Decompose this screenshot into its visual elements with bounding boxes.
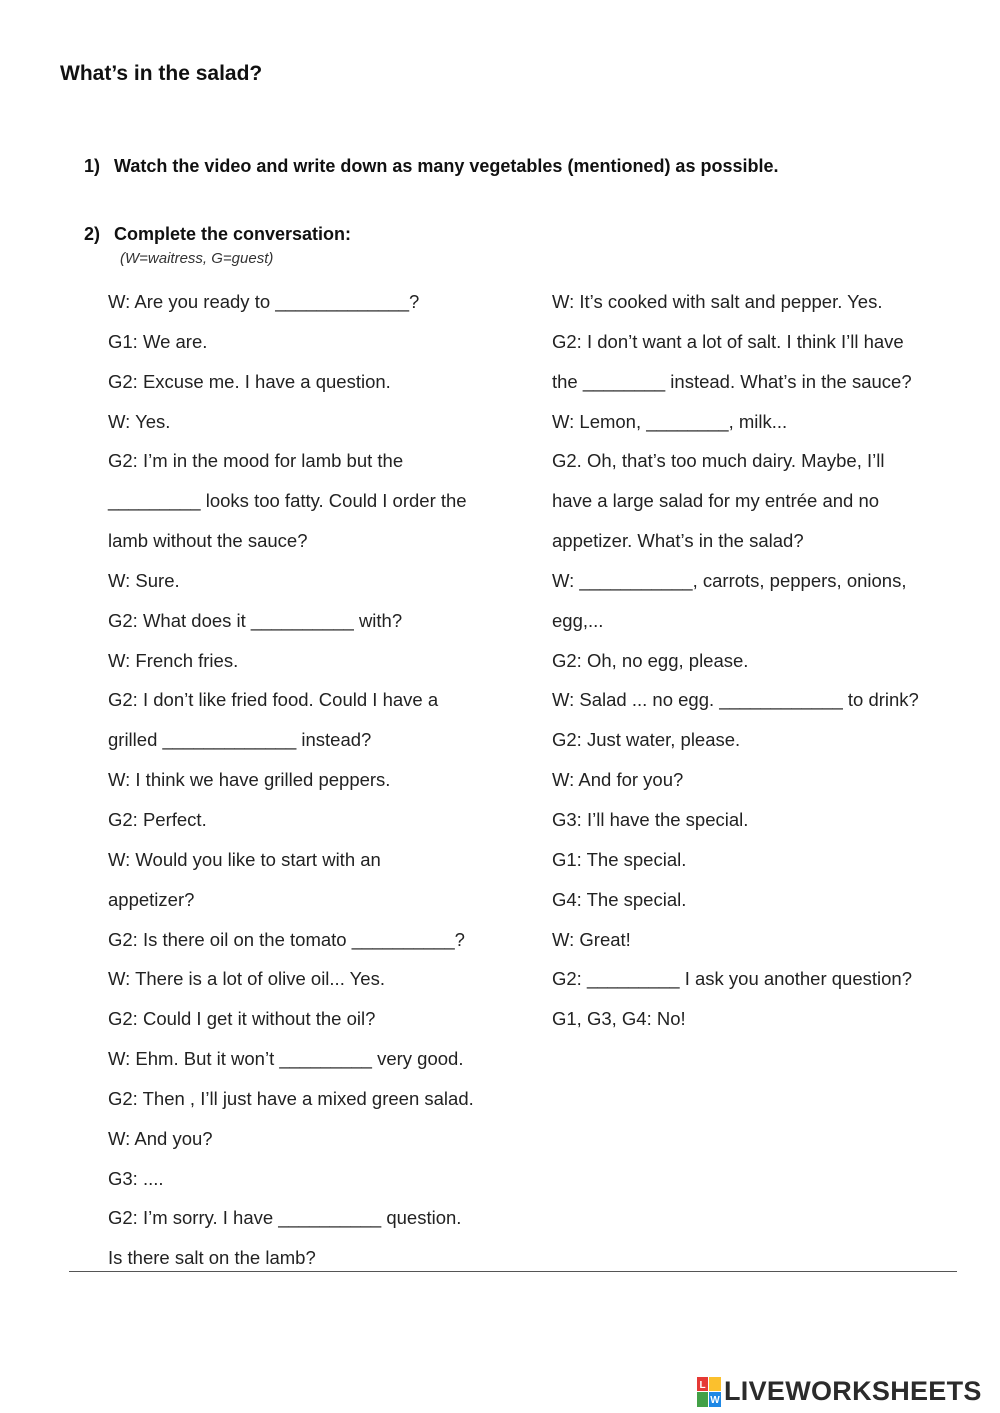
dialogue-line: G2: I’m sorry. I have __________ question. xyxy=(108,1207,462,1229)
dialogue-line: G3: .... xyxy=(108,1167,164,1189)
liveworksheets-logo-icon xyxy=(697,1377,721,1407)
dialogue-line: G2: Just water, please. xyxy=(552,729,741,751)
dialogue-line: W: Great! xyxy=(552,928,631,950)
dialogue-line: W: Would you like to start with an xyxy=(108,848,381,870)
legend-note: (W=waitress, G=guest) xyxy=(120,250,274,267)
dialogue-line: W: Lemon, ________, milk... xyxy=(552,410,788,432)
dialogue-line: G1, G3, G4: No! xyxy=(552,1008,686,1030)
dialogue-line: _________ looks too fatty. Could I order the xyxy=(108,490,467,512)
dialogue-line: G2. Oh, that’s too much dairy. Maybe, I’ll xyxy=(552,450,885,472)
dialogue-line: W: Salad ... no egg. ____________ to drink? xyxy=(552,689,919,711)
liveworksheets-logo xyxy=(697,1376,982,1407)
dialogue-line: grilled _____________ instead? xyxy=(108,729,372,751)
dialogue-line: G1: The special. xyxy=(552,848,687,870)
dialogue-line: G2: I’m in the mood for lamb but the xyxy=(108,450,404,472)
question-number: 2) xyxy=(84,224,101,244)
dialogue-line: G2: Then , I’ll just have a mixed green salad. xyxy=(108,1087,474,1109)
question-text: Watch the video and write down as many vegetables (mentioned) as possible. xyxy=(114,156,779,176)
dialogue-line: G2: Is there oil on the tomato __________? xyxy=(108,928,465,950)
dialogue-line: appetizer? xyxy=(108,888,195,910)
dialogue-line: W: ___________, carrots, peppers, onions, xyxy=(552,569,907,591)
dialogue-line: G2: Excuse me. I have a question. xyxy=(108,370,391,392)
dialogue-line: W: There is a lot of olive oil... Yes. xyxy=(108,968,385,990)
dialogue-line: G2: Oh, no egg, please. xyxy=(552,649,749,671)
dialogue-line: G3: I’ll have the special. xyxy=(552,808,749,830)
dialogue-line: W: And you? xyxy=(108,1127,213,1149)
dialogue-line: G1: We are. xyxy=(108,330,208,352)
conversation-right-column xyxy=(552,282,962,1039)
dialogue-line: W: And for you? xyxy=(552,769,684,791)
dialogue-line: Is there salt on the lamb? xyxy=(108,1247,316,1269)
dialogue-line: W: Ehm. But it won’t _________ very good. xyxy=(108,1048,464,1070)
dialogue-line: G2: Perfect. xyxy=(108,808,207,830)
dialogue-line: W: Are you ready to _____________? xyxy=(108,291,420,312)
dialogue-line: W: I think we have grilled peppers. xyxy=(108,769,391,791)
divider-line xyxy=(69,1271,957,1272)
dialogue-line: W: It’s cooked with salt and pepper. Yes. xyxy=(552,291,883,312)
dialogue-line: G2: I don’t like fried food. Could I have a xyxy=(108,689,439,711)
dialogue-line: lamb without the sauce? xyxy=(108,530,308,552)
dialogue-line: G4: The special. xyxy=(552,888,687,910)
dialogue-line: G2: What does it __________ with? xyxy=(108,609,403,631)
dialogue-line: G2: Could I get it without the oil? xyxy=(108,1008,376,1030)
logo-icon-letter: W xyxy=(710,1394,720,1406)
dialogue-line: have a large salad for my entrée and no xyxy=(552,490,880,512)
question-number: 1) xyxy=(84,156,101,176)
logo-icon-letter: L xyxy=(699,1379,706,1391)
question-1 xyxy=(84,156,778,177)
dialogue-line: G2: _________ I ask you another question? xyxy=(552,968,912,990)
dialogue-line: W: Yes. xyxy=(108,410,171,432)
dialogue-line: G2: I don’t want a lot of salt. I think I’ll have xyxy=(552,330,904,352)
question-text: Complete the conversation: xyxy=(114,224,352,244)
conversation-left-column xyxy=(108,282,528,1278)
dialogue-line: W: French fries. xyxy=(108,649,239,671)
dialogue-line: appetizer. What’s in the salad? xyxy=(552,530,804,552)
dialogue-line: egg,... xyxy=(552,609,604,631)
brand-name: LIVEWORKSHEETS xyxy=(724,1376,982,1406)
page-title: What’s in the salad? xyxy=(60,62,263,85)
dialogue-line: the ________ instead. What’s in the sauce? xyxy=(552,370,912,392)
dialogue-line: W: Sure. xyxy=(108,569,180,591)
question-2 xyxy=(84,224,351,245)
